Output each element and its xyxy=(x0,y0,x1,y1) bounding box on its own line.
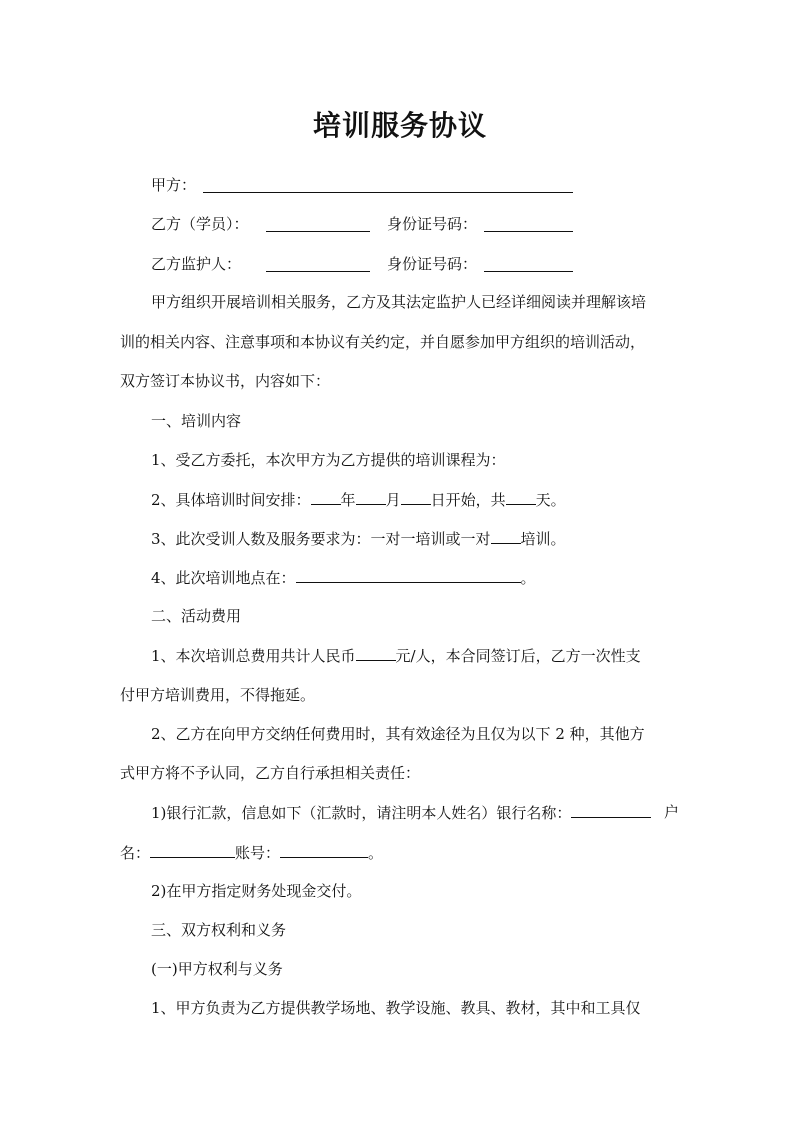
s3-item-1: 1、甲方负责为乙方提供教学场地、教学设施、教具、教材，其中和工具仅 xyxy=(151,999,641,1017)
party-a-label: 甲方： xyxy=(151,176,197,194)
month-blank[interactable] xyxy=(356,487,386,505)
guardian-id-label: 身份证号码： xyxy=(387,255,478,273)
location-blank[interactable] xyxy=(296,565,521,583)
month-label: 月 xyxy=(385,491,401,509)
s1-item-1: 1、受乙方委托，本次甲方为乙方提供的培训课程为： xyxy=(151,451,506,469)
party-b-label: 乙方（学员）： xyxy=(151,215,249,233)
section-heading-2: 二、活动费用 xyxy=(151,607,242,625)
bank-account-label: 账号： xyxy=(235,844,281,862)
s1-item-4-prefix: 4、此次培训地点在： xyxy=(151,569,296,587)
bank-line-1 xyxy=(151,800,651,825)
bank-hu: 户 xyxy=(664,803,680,821)
intro-line-2: 训的相关内容、注意事项和本协议有关约定，并自愿参加甲方组织的培训活动， xyxy=(120,333,646,351)
account-number-blank[interactable] xyxy=(280,840,368,858)
s3-subheading-1: (一)甲方权利与义务 xyxy=(151,960,283,978)
s1-item-2-prefix: 2、具体培训时间安排： xyxy=(151,491,311,509)
s1-item-4 xyxy=(151,565,536,590)
s2-item-1-suffix: 元/人，本合同签订后，乙方一次性支 xyxy=(395,647,641,665)
document-title: 培训服务协议 xyxy=(312,109,487,142)
s1-item-3-prefix: 3、此次受训人数及服务要求为：一对一培训或一对 xyxy=(151,530,491,548)
s1-item-4-suffix: 。 xyxy=(520,569,536,587)
bank-prefix: 1)银行汇款，信息如下（汇款时，请注明本人姓名）银行名称： xyxy=(151,804,572,822)
days-blank[interactable] xyxy=(506,487,536,505)
day-start-label: 日开始，共 xyxy=(430,491,506,509)
cash-line: 2)在甲方指定财务处现金交付。 xyxy=(151,882,362,900)
guardian-id-blank[interactable] xyxy=(484,271,573,272)
party-a-blank[interactable] xyxy=(203,192,573,193)
party-b-blank[interactable] xyxy=(266,231,370,232)
s2-item-1-line-1 xyxy=(151,643,641,668)
guardian-label: 乙方监护人： xyxy=(151,255,242,273)
year-blank[interactable] xyxy=(311,487,341,505)
party-b-id-label: 身份证号码： xyxy=(387,215,478,233)
s1-item-2 xyxy=(151,487,566,512)
guardian-blank[interactable] xyxy=(266,271,370,272)
intro-line-1: 甲方组织开展培训相关服务，乙方及其法定监护人已经详细阅读并理解该培 xyxy=(151,293,647,311)
bank-ming: 名： xyxy=(120,844,151,862)
s2-item-1-prefix: 1、本次培训总费用共计人民币 xyxy=(151,647,356,665)
bank-end: 。 xyxy=(368,844,384,862)
s2-item-1-line-2: 付甲方培训费用，不得拖延。 xyxy=(120,686,316,704)
party-b-id-blank[interactable] xyxy=(484,231,573,232)
s2-item-2-line-1: 2、乙方在向甲方交纳任何费用时，其有效途径为且仅为以下 2 种，其他方 xyxy=(151,725,645,743)
s2-item-2-line-2: 式甲方将不予认同，乙方自行承担相关责任： xyxy=(120,764,421,782)
days-label: 天。 xyxy=(535,491,566,509)
account-name-blank[interactable] xyxy=(150,840,235,858)
intro-line-3: 双方签订本协议书，内容如下： xyxy=(120,372,331,390)
bank-line-2 xyxy=(120,840,383,865)
day-blank[interactable] xyxy=(401,487,431,505)
year-label: 年 xyxy=(340,491,356,509)
section-heading-1: 一、培训内容 xyxy=(151,412,242,430)
group-size-blank[interactable] xyxy=(491,526,521,544)
fee-blank[interactable] xyxy=(356,643,396,661)
s1-item-3 xyxy=(151,526,566,551)
section-heading-3: 三、双方权利和义务 xyxy=(151,921,287,939)
s1-item-3-suffix: 培训。 xyxy=(520,530,566,548)
bank-name-blank[interactable] xyxy=(571,800,651,818)
